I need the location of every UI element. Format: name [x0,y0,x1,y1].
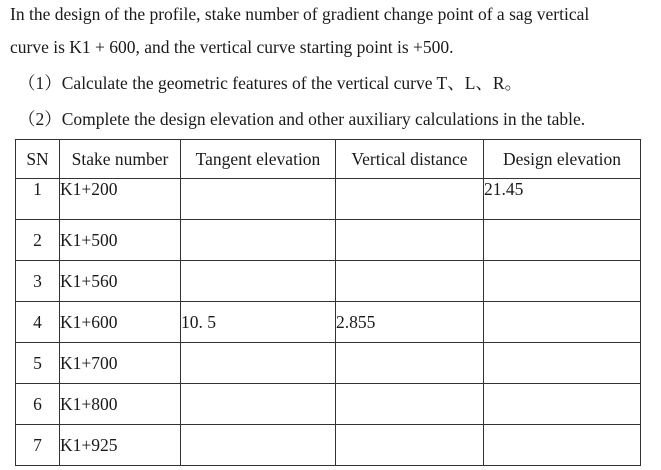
cell-sn: 6 [16,384,60,425]
question-1: （1）Calculate the geometric features of the vertical curve T、L、R。 [18,73,523,93]
question-2: （2）Complete the design elevation and other auxiliary calculations in the table. [18,109,586,129]
cell-sn: 7 [16,425,60,466]
cell-design-elevation [484,220,641,261]
problem-line-1: In the design of the profile, stake number of gradient change point of a sag vertical [10,4,590,24]
cell-design-elevation [484,384,641,425]
problem-line-2: curve is K1 + 600, and the vertical curve starting point is +500. [10,37,454,57]
cell-stake-number: K1+200 [60,179,181,220]
cell-sn: 2 [16,220,60,261]
table-header-row [16,140,641,179]
cell-vertical-distance [336,179,484,220]
cell-vertical-distance: 2.855 [336,302,484,343]
table-row [16,343,641,384]
header-design-elevation: Design elevation [484,140,641,179]
cell-sn: 4 [16,302,60,343]
cell-vertical-distance [336,425,484,466]
cell-design-elevation [484,425,641,466]
header-sn: SN [16,140,60,179]
cell-design-elevation: 21.45 [484,179,641,220]
calculation-table [15,139,641,466]
cell-tangent-elevation [181,179,336,220]
cell-sn: 1 [16,179,60,220]
cell-design-elevation [484,261,641,302]
cell-stake-number: K1+800 [60,384,181,425]
cell-design-elevation [484,343,641,384]
table-row [16,261,641,302]
header-vertical-distance: Vertical distance [336,140,484,179]
cell-stake-number: K1+925 [60,425,181,466]
cell-tangent-elevation [181,220,336,261]
cell-vertical-distance [336,384,484,425]
header-stake-number: Stake number [60,140,181,179]
cell-sn: 5 [16,343,60,384]
cell-tangent-elevation [181,261,336,302]
header-tangent-elevation: Tangent elevation [181,140,336,179]
cell-stake-number: K1+500 [60,220,181,261]
cell-stake-number: K1+700 [60,343,181,384]
table-row [16,384,641,425]
cell-vertical-distance [336,220,484,261]
cell-tangent-elevation [181,384,336,425]
table-row [16,302,641,343]
cell-stake-number: K1+560 [60,261,181,302]
cell-tangent-elevation: 10. 5 [181,302,336,343]
cell-stake-number: K1+600 [60,302,181,343]
table-row [16,220,641,261]
table-row [16,179,641,220]
cell-design-elevation [484,302,641,343]
table-row [16,425,641,466]
cell-sn: 3 [16,261,60,302]
cell-tangent-elevation [181,343,336,384]
cell-tangent-elevation [181,425,336,466]
cell-vertical-distance [336,261,484,302]
cell-vertical-distance [336,343,484,384]
